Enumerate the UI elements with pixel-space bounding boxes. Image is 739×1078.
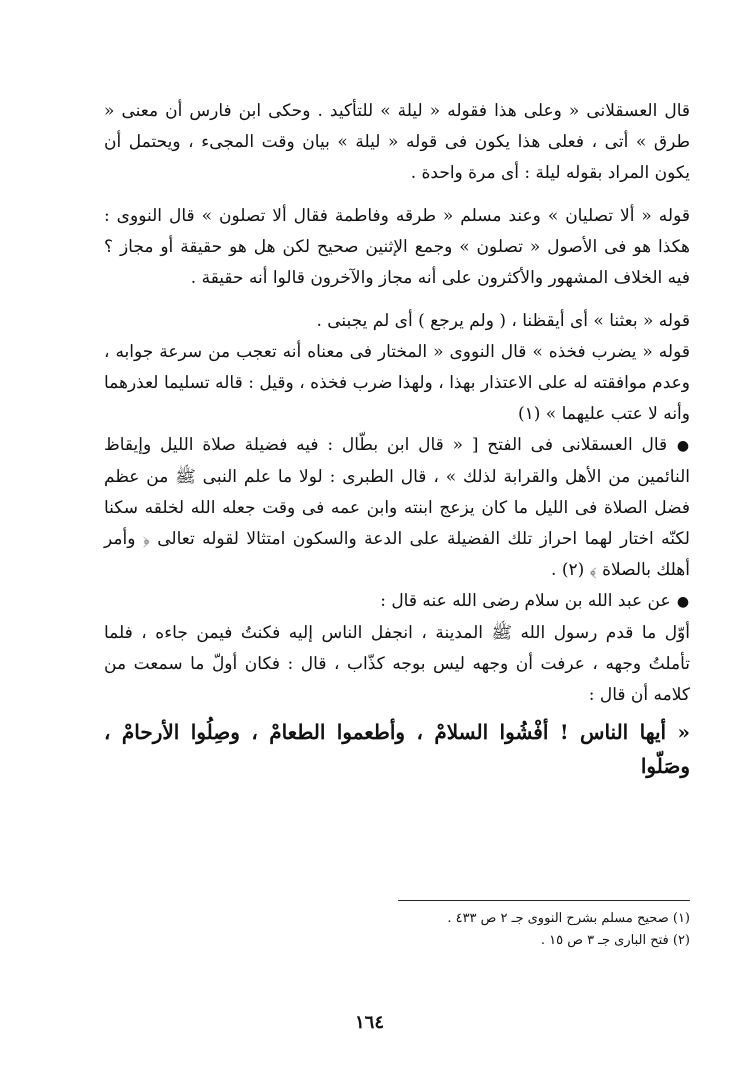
paragraph-3: قوله « بعثنا » أى أيقظنا ، ( ولم يرجع ) أى لم يجبنى . xyxy=(316,311,690,331)
paragraph-6-text: عن عبد الله بن سلام رضى الله عنه قال : xyxy=(380,591,671,611)
bullet-icon: ● xyxy=(676,438,690,454)
footnote-2: (٢) فتح البارى جـ ٣ ص ١٥ . xyxy=(540,933,690,948)
paragraph-2: قوله « ألا تصليان » وعند مسلم « طرقه وفاطمة فقال ألا تصلون » قال النووى : هكذا هو فى الأصول « تصلون » وجمع الإثنين صحيح لكن هل هو حقيقة أو مجاز ؟ فيه الخلاف المشهور والأكثرون على أنه مجاز والآخرون قالوا أنه حقيقة . xyxy=(104,206,690,288)
hadith-text: « أيها الناس ! أفْشُوا السلامْ ، وأطعموا الطعامْ ، وصِلُوا الأرحامْ ، وصَلّوا xyxy=(104,720,690,778)
bullet-icon: ● xyxy=(676,594,690,610)
paragraph-5 xyxy=(104,430,690,586)
paragraph-5-text: قال العسقلانى فى الفتح [ « قال ابن بطّال : فيه فضيلة صلاة الليل وإيقاظ النائمين من الأهل والقرابة لذلك » ، قال الطبرى : لولا ما علم النبى ﷺ من عظم فضل الصلاة فى الليل ما كان يزعج ابنته وابن عمه فى وقت جعله الله لخلقه سكنا لكنّه اختار لهما احراز تلك الفضيلة على الدعة والسكون امتثالا لقوله تعالى ﴿ وأمر أهلك بالصلاة ﴾ (٢) . xyxy=(104,435,690,580)
body-text xyxy=(104,96,690,783)
paragraph-7: أوّل ما قدم رسول الله ﷺ المدينة ، انجفل الناس إليه فكنتُ فيمن جاءه ، فلما تأملتُ وجهه ، عرفت أن وجهه ليس بوجه كذّاب ، قال : فكان أولّ ما سمعت من كلامه أن قال : xyxy=(104,623,690,705)
page-number: ١٦٤ xyxy=(354,1012,384,1033)
footnote-divider xyxy=(398,900,690,901)
footnotes xyxy=(380,908,690,952)
paragraph-4: قوله « يضرب فخذه » قال النووى « المختار فى معناه أنه تعجب من سرعة جوابه ، وعدم موافقته له على الاعتذار بهذا ، ولهذا ضرب فخذه ، وقيل : قاله تسليما لعذرهما وأنه لا عتب عليهما » (١) xyxy=(104,342,690,424)
footnote-1: (١) صحيح مسلم بشرح النووى جـ ٢ ص ٤٣٣ . xyxy=(447,911,690,926)
paragraph-1: قال العسقلانى « وعلى هذا فقوله « ليلة » للتأكيد . وحكى ابن فارس أن معنى « طرق » أتى ، فعلى هذا يكون فى قوله « ليلة » بيان وقت المجىء ، ويحتمل أن يكون المراد بقوله ليلة : أى مرة واحدة . xyxy=(104,101,690,183)
paragraph-6 xyxy=(104,586,690,618)
